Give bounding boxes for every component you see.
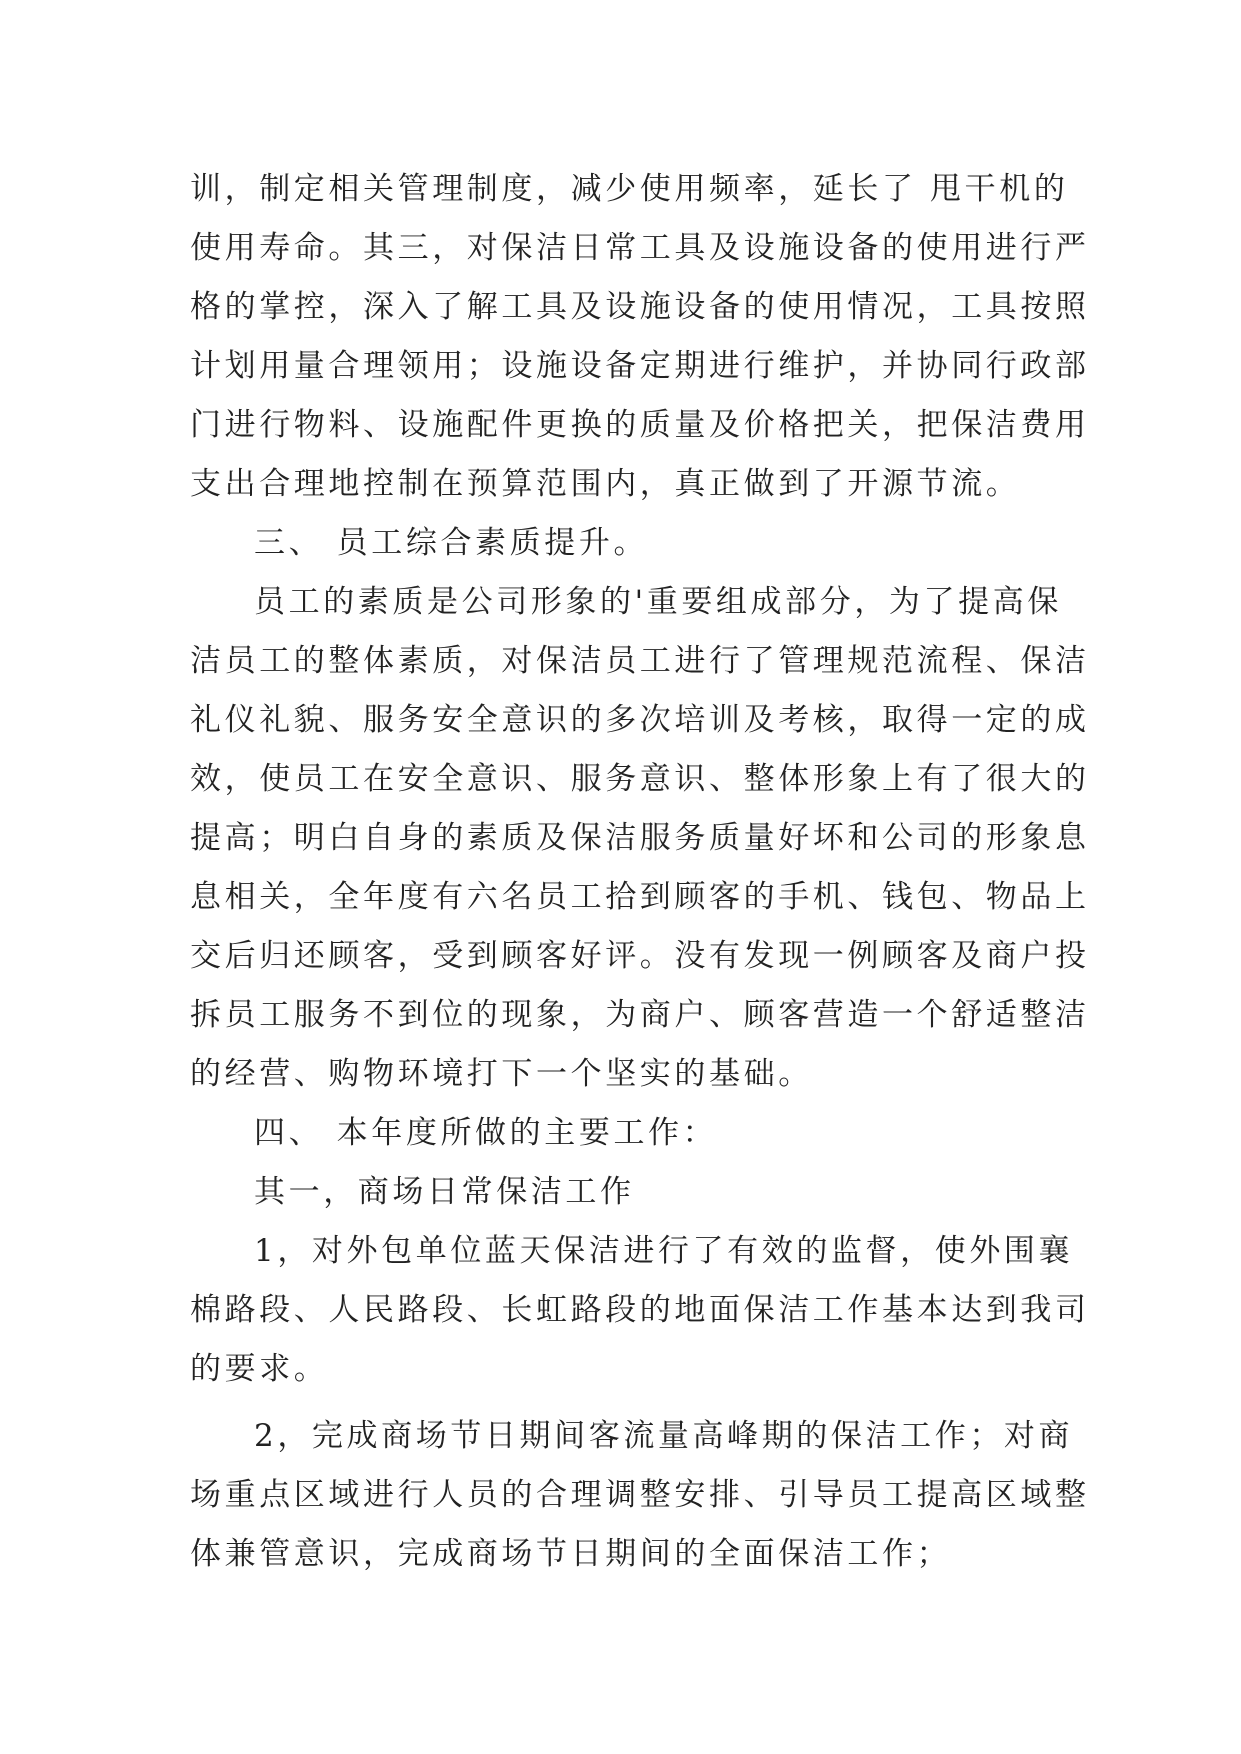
- text-line: 格的掌控，深入了解工具及设施设备的使用情况，工具按照: [190, 289, 1090, 325]
- text-line: 门进行物料、设施配件更换的质量及价格把关，把保洁费用: [190, 407, 1090, 443]
- text-line: 体兼管意识，完成商场节日期间的全面保洁工作；: [190, 1536, 952, 1572]
- text-line: 场重点区域进行人员的合理调整安排、引导员工提高区域整: [190, 1477, 1090, 1513]
- text-line: 礼仪礼貌、服务安全意识的多次培训及考核，取得一定的成: [190, 702, 1090, 738]
- text-line: 棉路段、人民路段、长虹路段的地面保洁工作基本达到我司: [190, 1292, 1090, 1328]
- subsection-heading: 其一，商场日常保洁工作: [254, 1174, 635, 1210]
- text-line: 支出合理地控制在预算范围内，真正做到了开源节流。: [190, 466, 1021, 502]
- text-line: 交后归还顾客，受到顾客好评。没有发现一例顾客及商户投: [190, 938, 1090, 974]
- text-line: 的经营、购物环境打下一个坚实的基础。: [190, 1056, 813, 1092]
- text-line: 2，完成商场节日期间客流量高峰期的保洁工作；对商: [254, 1418, 1074, 1454]
- text-line: 息相关，全年度有六名员工拾到顾客的手机、钱包、物品上: [190, 879, 1090, 915]
- text-line: 训，制定相关管理制度，减少使用频率，延长了 甩干机的: [190, 171, 1069, 207]
- section-heading-three: 三、 员工综合素质提升。: [254, 525, 649, 561]
- text-line: 计划用量合理领用；设施设备定期进行维护，并协同行政部: [190, 348, 1090, 384]
- text-line: 提高；明白自身的素质及保洁服务质量好坏和公司的形象息: [190, 820, 1090, 856]
- text-line: 员工的素质是公司形象的'重要组成部分，为了提高保: [254, 584, 1062, 620]
- text-line: 的要求。: [190, 1351, 329, 1387]
- text-line: 拆员工服务不到位的现象，为商户、顾客营造一个舒适整洁: [190, 997, 1090, 1033]
- text-line: 效，使员工在安全意识、服务意识、整体形象上有了很大的: [190, 761, 1090, 797]
- text-line: 1，对外包单位蓝天保洁进行了有效的监督，使外围襄: [254, 1233, 1074, 1269]
- text-line: 使用寿命。其三，对保洁日常工具及设施设备的使用进行严: [190, 230, 1090, 266]
- document-body: [190, 160, 1090, 1584]
- text-line: 洁员工的整体素质，对保洁员工进行了管理规范流程、保洁: [190, 643, 1090, 679]
- section-heading-four: 四、 本年度所做的主要工作：: [254, 1115, 718, 1151]
